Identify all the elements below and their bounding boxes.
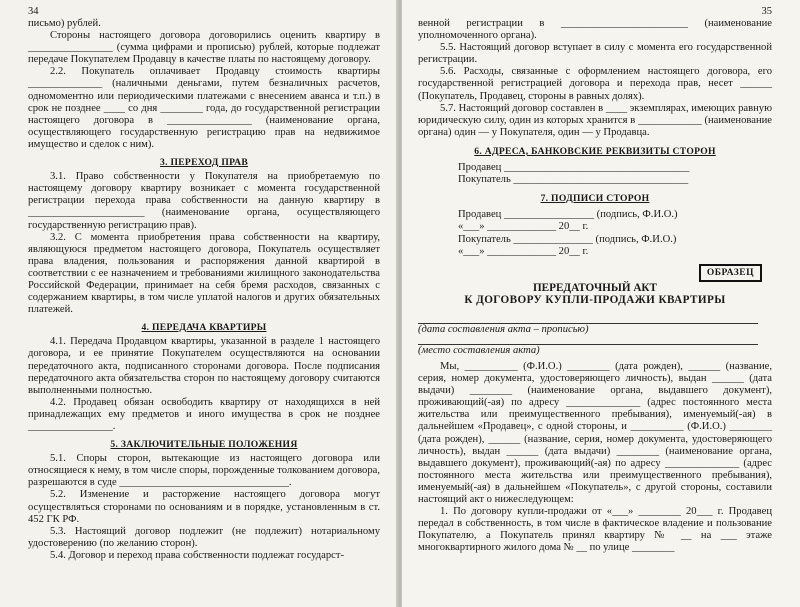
signature-line: Продавец ___________________________________ — [458, 162, 690, 174]
signature-line: Покупатель _________________________________ — [458, 174, 689, 186]
paragraph: 5.4. Договор и переход права собственности подлежат государст- — [50, 549, 345, 561]
page-number: 35 — [761, 6, 772, 17]
sample-stamp: ОБРАЗЕЦ — [699, 264, 762, 282]
section-heading: 5. ЗАКЛЮЧИТЕЛЬНЫЕ ПОЛОЖЕНИЯ — [110, 439, 298, 451]
signature-line: Продавец _________________ (подпись, Ф.И.О.) — [458, 209, 678, 221]
paragraph: 2.2. Покупатель оплачивает Продавцу стоимость квартиры ______________ (наличными деньгами, путем безналичных расчетов, одномоментно или периодическими платежами с внесением аванса и т.п.) в срок не позднее ____ со дня ________ года, до государственной регистрации настоящего договора в ________________ (наименование органа, осуществляющего государственную регистрацию прав на недвижимое имущество и сделок с ним). — [28, 66, 380, 150]
paragraph: 4.2. Продавец обязан освободить квартиру от находящихся в ней принадлежащих ему предметов и иного имущества в срок не позднее ________________. — [28, 396, 380, 432]
section-heading: 6. АДРЕСА, БАНКОВСКИЕ РЕКВИЗИТЫ СТОРОН — [474, 145, 716, 157]
paragraph: 5.7. Настоящий договор составлен в ____ экземплярах, имеющих равную юридическую силу, один из которых хранится в ____________ (наименование органа) один — у Покупателя, один — у Продавца. — [418, 102, 772, 138]
paragraph: 5.1. Споры сторон, вытекающие из настоящего договора или относящиеся к нему, в том числе споры, порожденные толкованием договора, разрешаются в суде ________________________________. — [28, 453, 380, 489]
date-line: «___» _____________ 20__ г. — [458, 221, 589, 233]
field-caption: (место составления акта) — [418, 344, 540, 356]
stamp-row — [418, 264, 772, 282]
paragraph: 3.1. Право собственности у Покупателя на приобретаемую по настоящему договору квартиру возникает с момента государственной регистрации перехода права собственности на данную квартиру в ______________________ (наименование органа, осуществляющего государственную регистрацию прав). — [28, 171, 380, 231]
signature-line: Покупатель _______________ (подпись, Ф.И.О.) — [458, 233, 677, 245]
blank-line — [418, 336, 758, 345]
paragraph: Мы, __________ (Ф.И.О.) ________ (дата рожден), ______ (название, серия, номер документа, удостоверяющего личность), выдан ______ (дата выдачи) ________ (наименование органа, выдавшего документ), проживающий(-ая) по адресу ______________ (адрес постоянного места жительства или преимущественного пребывания), именуемый(-ая) в дальнейшем «Продавец», с одной стороны, и __________ (Ф.И.О.) ________ (дата рожден), ______ (название, серия, номер документа, удостоверяющего личность), выдан ______ (дата выдачи) ________ (наименование органа, выдавшего документ), проживающий(-ая) по адресу ______________ (адрес постоянного места жительства или преимущественного пребывания), именуемый(-ая) в дальнейшем «Покупатель», с другой стороны, составили настоящий акт о нижеследующем: — [418, 360, 772, 505]
paragraph: 5.3. Настоящий договор подлежит (не подлежит) нотариальному удостоверению (по желанию сторон). — [28, 525, 380, 549]
paragraph: венной регистрации в ________________________ (наименование уполномоченного органа). — [418, 18, 772, 42]
section-heading: 4. ПЕРЕДАЧА КВАРТИРЫ — [141, 322, 267, 334]
right-page — [402, 0, 800, 607]
page-number: 34 — [28, 6, 39, 17]
date-line: «___» _____________ 20__ г. — [458, 245, 589, 257]
paragraph: 5.2. Изменение и расторжение настоящего договора могут осуществляться сторонами по основаниям и в порядке, установленным в ст. 452 ГК РФ. — [28, 489, 380, 525]
field-caption: (дата составления акта – прописью) — [418, 323, 589, 335]
paragraph: 3.2. С момента приобретения права собственности на квартиру, являющуюся предметом настоящего договора, Покупатель осуществляет права владения, пользования и распоряжения данной квартирой в соответствии с ее назначением и требованиями жилищного законодательства Российской Федерации, принимает на себя бремя расходов, связанных с содержанием квартиры, в том числе уплатой налогов и других обязательных платежей. — [28, 231, 380, 316]
blank-line — [418, 315, 758, 324]
paragraph: 5.6. Расходы, связанные с оформлением настоящего договора, его государственной регистрацией договора и перехода прав, несет ______ (Покупатель, Продавец, стороны в равных долях). — [418, 66, 772, 102]
act-title: ПЕРЕДАТОЧНЫЙ АКТ — [532, 281, 658, 294]
paragraph: 4.1. Передача Продавцом квартиры, указанной в разделе 1 настоящего договора, и ее принятие Покупателем осуществляются на основании передаточного акта, подписанного сторонами договора. После подписания передаточного акта обязательства сторон по настоящему договору считаются выполненными полностью. — [28, 336, 380, 396]
act-subtitle: К ДОГОВОРУ КУПЛИ-ПРОДАЖИ КВАРТИРЫ — [464, 294, 726, 307]
section-heading: 7. ПОДПИСИ СТОРОН — [540, 193, 650, 205]
paragraph: 1. По договору купли-продажи от «___» ________ 20___ г. Продавец передал в собственность, в том числе в фактическое владение и пользование Покупателю, а Покупатель принял квартиру № __ на ___ этаже многоквартирного жилого дома № __ по улице ________ — [418, 506, 772, 554]
paragraph: Стороны настоящего договора договорились оценить квартиру в ________________ (сумма цифрами и прописью) рублей, которые подлежат передаче Покупателем Продавцу в качестве платы по настоящему договору. — [28, 30, 380, 66]
section-heading: 3. ПЕРЕХОД ПРАВ — [159, 157, 249, 169]
paragraph: 5.5. Настоящий договор вступает в силу с момента его государственной регистрации. — [418, 42, 772, 66]
paragraph: письмо) рублей. — [28, 18, 101, 29]
left-page — [0, 0, 398, 607]
